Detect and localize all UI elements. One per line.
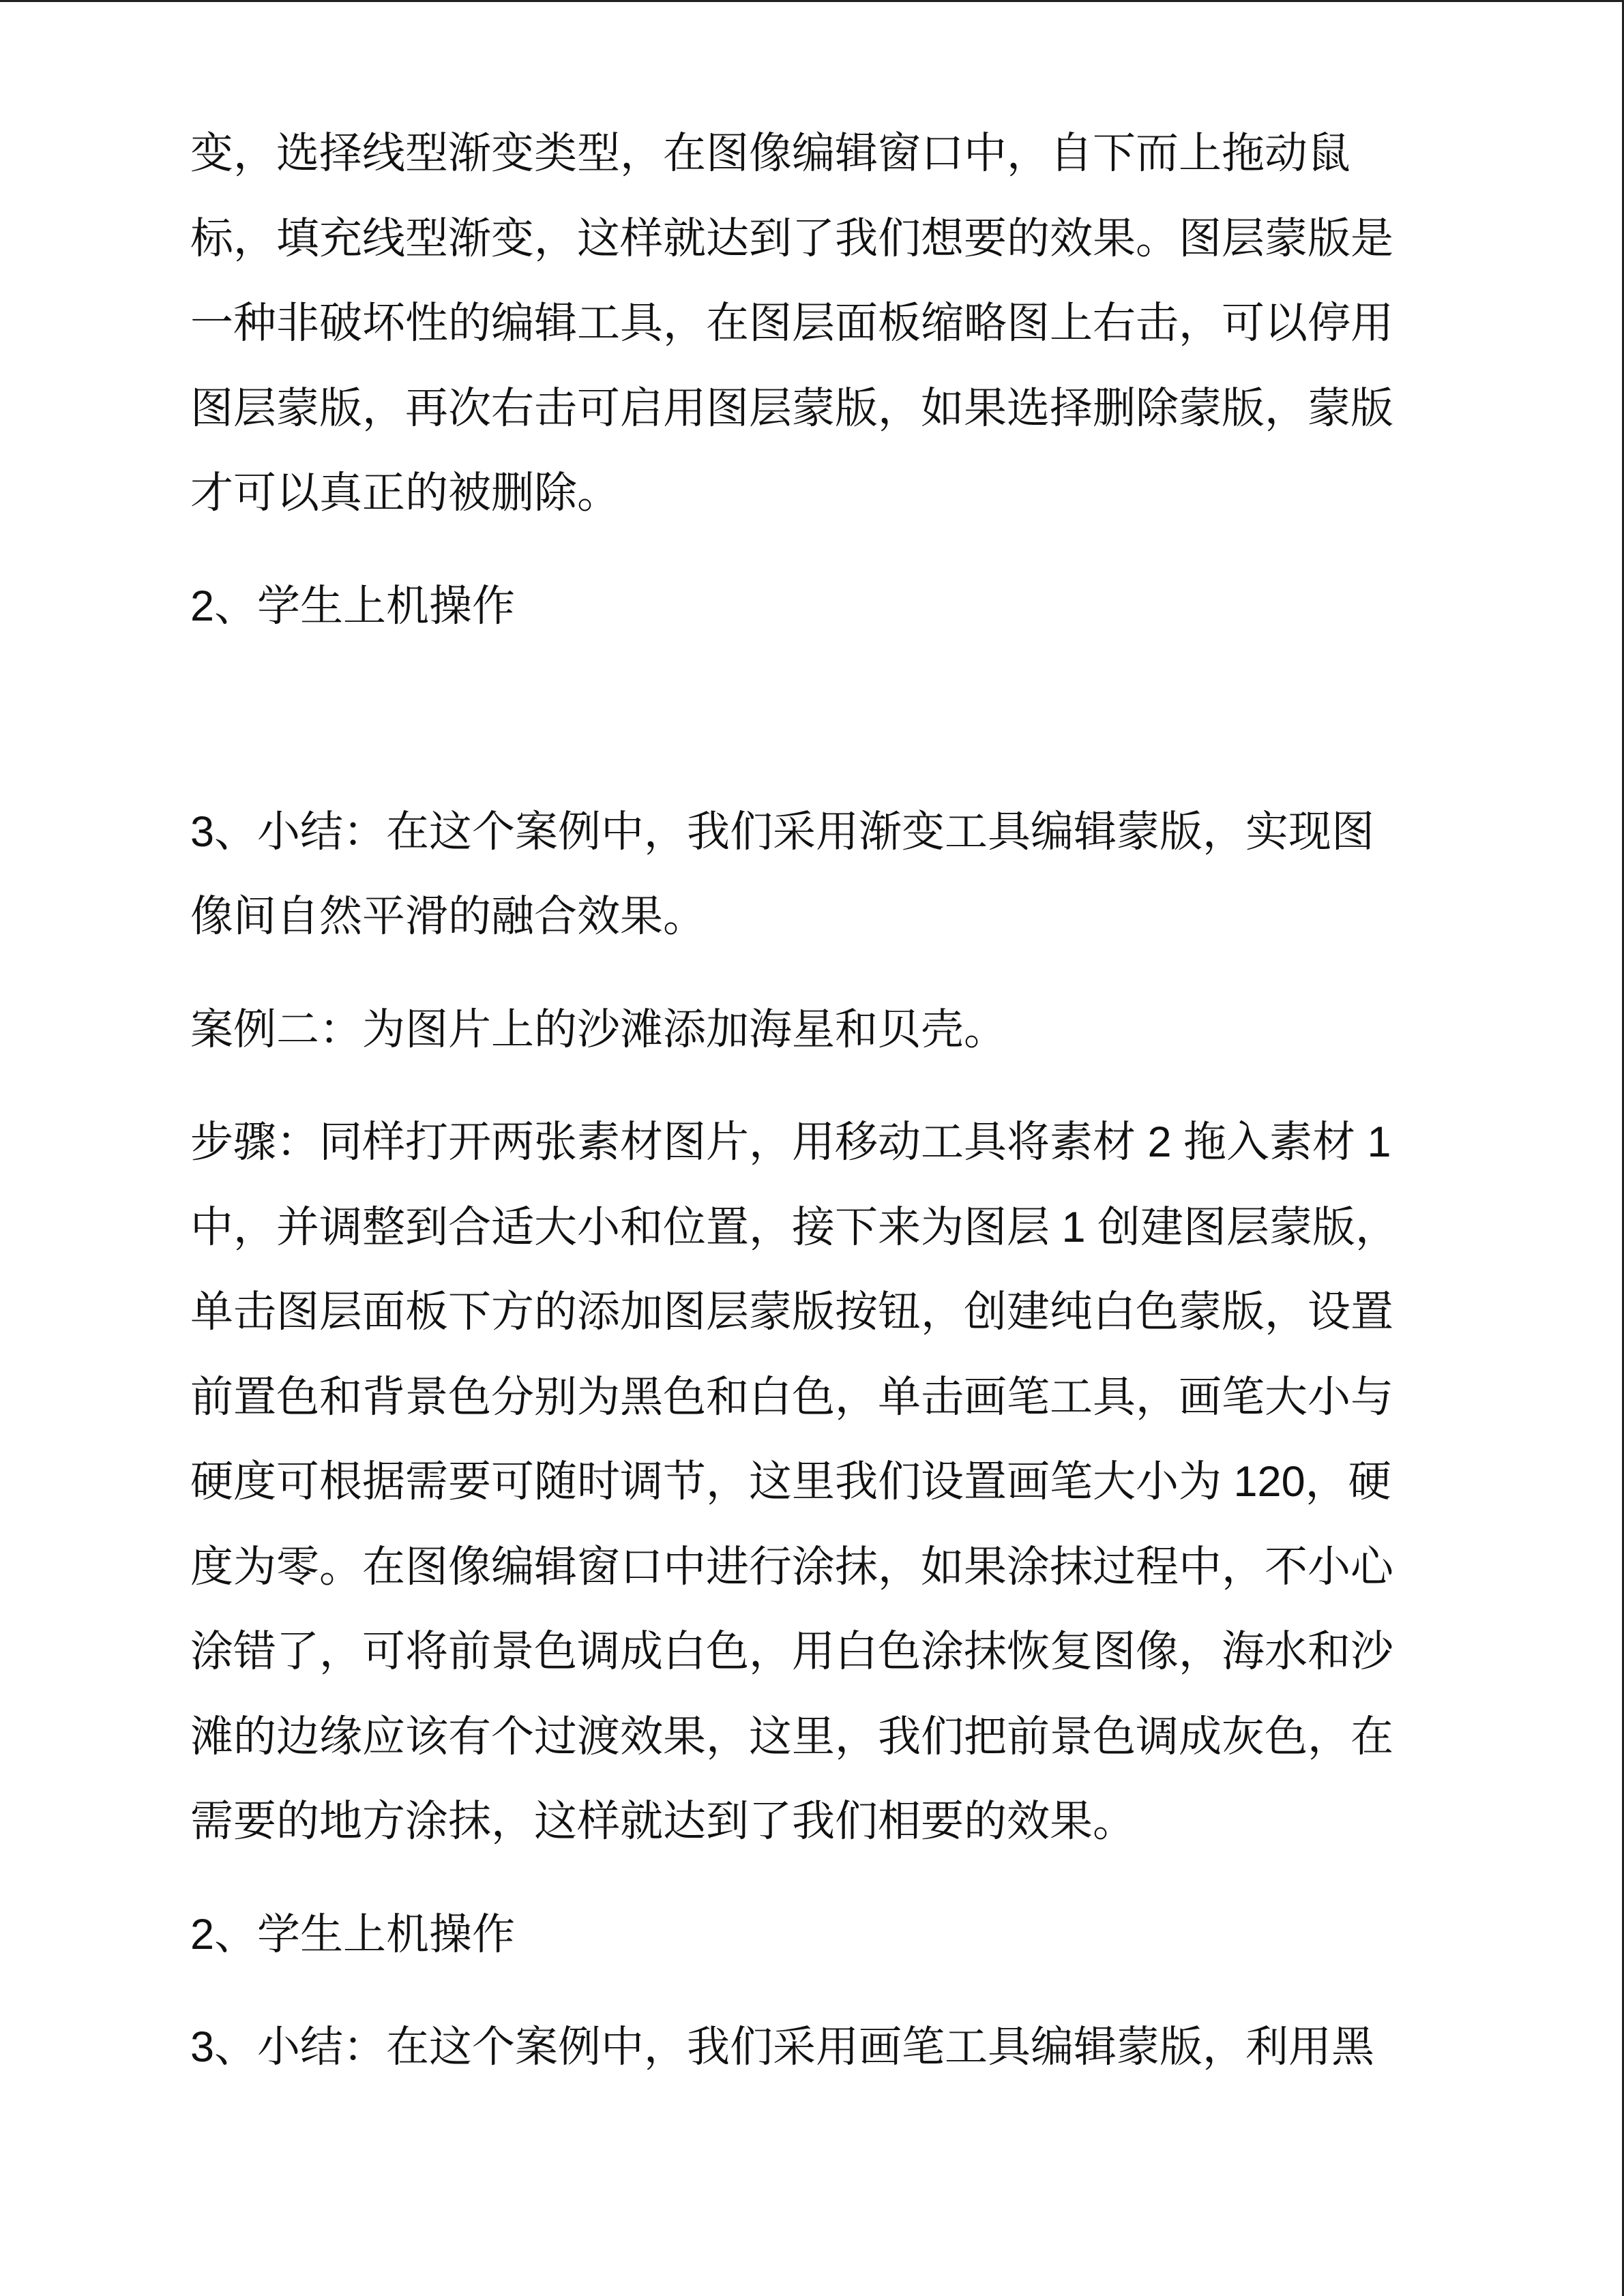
text-line: 3、小结：在这个案例中，我们采用渐变工具编辑蒙版，实现图: [190, 807, 1375, 856]
text-line: 2、学生上机操作: [190, 582, 516, 630]
text-line: 度为零。在图像编辑窗口中进行涂抹，如果涂抹过程中，不小心: [190, 1542, 1393, 1591]
text-line: 图层蒙版，再次右击可启用图层蒙版，如果选择删除蒙版，蒙版: [190, 384, 1393, 432]
text-line: 一种非破坏性的编辑工具，在图层面板缩略图上右击，可以停用: [190, 299, 1393, 347]
text-line: 涂错了，可将前景色调成白色，用白色涂抹恢复图像，海水和沙: [190, 1628, 1393, 1675]
text-line: 中，并调整到合适大小和位置，接下来为图层 1 创建图层蒙版，: [190, 1203, 1399, 1251]
text-line: 变，选择线型渐变类型，在图像编辑窗口中，自下而上拖动鼠: [190, 130, 1350, 177]
text-line: 需要的地方涂抹，这样就达到了我们相要的效果。: [190, 1798, 1136, 1845]
paragraph: [190, 790, 1622, 959]
text-line: 单击图层面板下方的添加图层蒙版按钮，创建纯白色蒙版，设置: [190, 1288, 1393, 1336]
text-line: 前置色和背景色分别为黑色和白色，单击画笔工具，画笔大小与: [190, 1373, 1393, 1421]
text-line: 才可以真正的被删除。: [190, 469, 620, 517]
empty-paragraph: [190, 676, 1622, 762]
text-line: 滩的边缘应该有个过渡效果，这里，我们把前景色调成灰色，在: [190, 1712, 1393, 1761]
paragraph: [190, 1100, 1622, 1864]
text-line: 步骤：同样打开两张素材图片，用移动工具将素材 2 拖入素材 1: [190, 1118, 1391, 1166]
text-line: 3、小结：在这个案例中，我们采用画笔工具编辑蒙版，利用黑: [190, 2023, 1375, 2071]
text-line: 案例二：为图片上的沙滩添加海星和贝壳。: [190, 1005, 1007, 1054]
section-heading: [190, 564, 1622, 649]
text-line: 像间自然平滑的融合效果。: [190, 893, 706, 940]
text-line: 2、学生上机操作: [190, 1910, 516, 1958]
text-line: 硬度可根据需要可随时调节，这里我们设置画笔大小为 120，硬: [190, 1458, 1391, 1506]
section-heading: [190, 1892, 1622, 1978]
text-line: 标，填充线型渐变，这样就达到了我们想要的效果。图层蒙版是: [190, 214, 1393, 263]
case-title: [190, 987, 1622, 1073]
paragraph: [190, 2005, 1622, 2090]
paragraph: [190, 111, 1622, 536]
